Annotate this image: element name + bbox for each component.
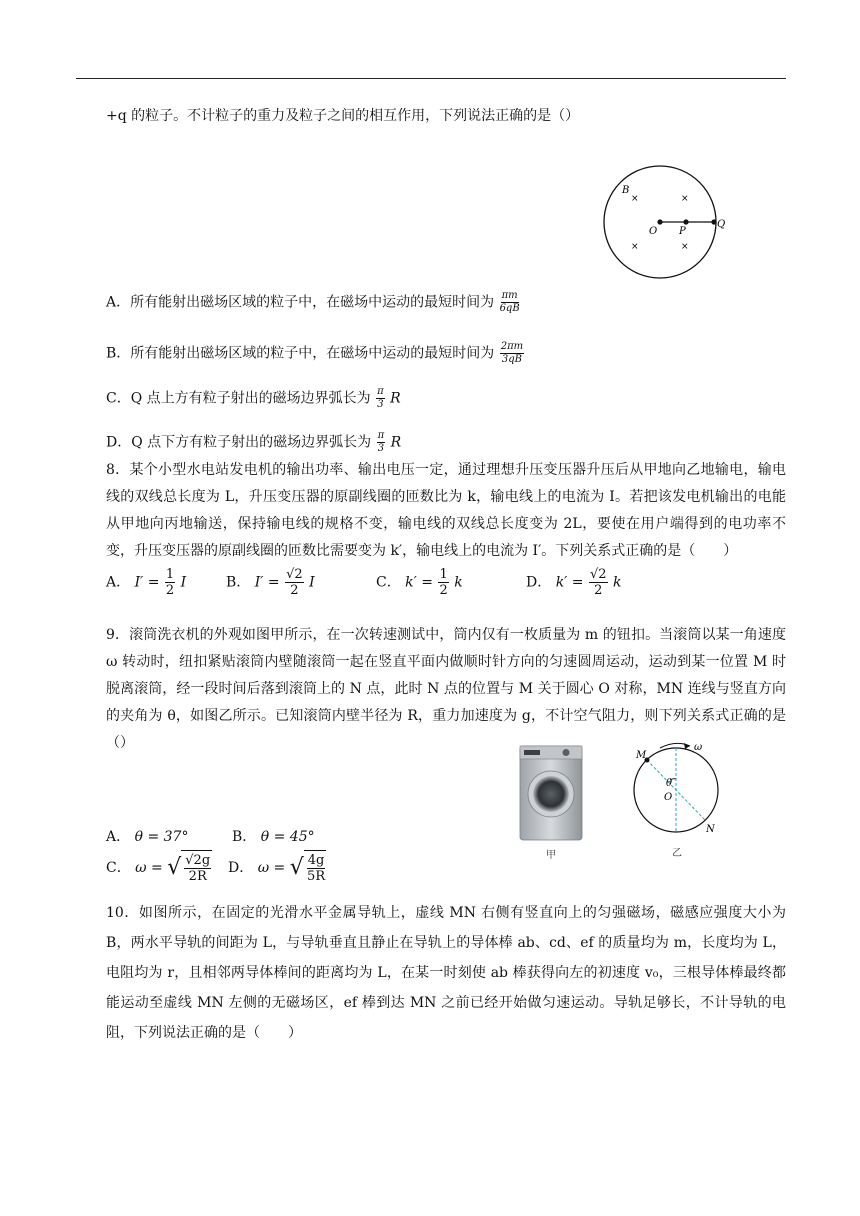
equation-lhs: I′ = <box>134 574 160 591</box>
fraction-numerator: π <box>377 386 384 397</box>
q8-text: 8．某个小型水电站发电机的输出功率、输出电压一定，通过理想升压变压器升压后从甲地向乙地输电，输电线的双线总长度为 L，升压变压器的原副线圈的匝数比为 k，输电线上的电流为 I。若把该发电机输出的电能从甲地向丙地输送，保持输电线的规格不变，输电线的双线总长度变为 2L，要使在用户端得到的电功率不变，升压变压器的原副线圈的匝数比需要变为 k′，输电线上的电流为 I′。下列关系式正确的是（ ） <box>106 462 786 559</box>
label-theta: θ <box>666 778 673 789</box>
fraction-numerator: π <box>377 430 385 441</box>
q7-option-d[interactable] <box>106 430 401 455</box>
equation-lhs: I′ = <box>254 574 280 591</box>
equation-lhs: k′ = <box>405 574 434 591</box>
label-b: B <box>622 185 630 196</box>
fraction-numerator: √2g <box>185 853 211 868</box>
option-label: C． <box>106 860 131 876</box>
cross-mark: × <box>631 194 639 204</box>
fraction-numerator: 4g <box>307 853 325 868</box>
fraction-numerator: 2πm <box>500 341 524 352</box>
option-label: B． <box>226 574 251 591</box>
q9-option-a[interactable] <box>106 826 188 846</box>
fraction-numerator: √2 <box>589 567 607 582</box>
equation-lhs: k′ = <box>555 574 584 591</box>
fraction-denominator: 3 <box>377 399 384 410</box>
fraction-denominator: 2 <box>439 583 448 598</box>
equation-rhs: I <box>309 574 315 591</box>
fraction-numerator: √2 <box>286 567 303 582</box>
q9-text: 9．滚筒洗衣机的外观如图甲所示，在一次转速测试中，筒内仅有一枚质量为 m 的钮扣。当滚筒以某一角速度 ω 转动时，纽扣紧贴滚筒内壁随滚筒一起在竖直平面内做顺时针方向的匀速圆周运动，运动到某一位置 M 时脱离滚筒，经一段时间后落到滚筒上的 N 点，此时 N 点的位置与 M 关于圆心 O 对称，MN 连线与竖直方向的夹角为 θ，如图乙所示。已知滚筒内壁半径为 R，重力加速度为 g，不计空气阻力，则下列关系式正确的是（） <box>106 627 786 751</box>
option-text: C．Q 点上方有粒子射出的磁场边界弧长为 <box>106 390 371 407</box>
cross-mark: × <box>681 242 689 252</box>
cross-mark: × <box>631 242 639 252</box>
option-text: A．所有能射出磁场区域的粒子中，在磁场中运动的最短时间为 <box>106 294 495 311</box>
label-q: Q <box>717 219 726 230</box>
header-rule <box>76 78 786 79</box>
option-text: D．Q 点下方有粒子射出的磁场边界弧长为 <box>106 434 372 451</box>
washing-machine-figure <box>514 744 590 862</box>
fraction-numerator: 1 <box>165 567 175 582</box>
option-label: A． <box>106 829 131 845</box>
fraction-denominator: 3 <box>377 443 385 454</box>
option-label: B． <box>232 829 257 845</box>
label-m: M <box>636 750 647 761</box>
option-expression: θ = 45° <box>260 829 315 845</box>
fraction-numerator: πm <box>501 290 518 301</box>
option-label: D． <box>526 574 552 591</box>
q7-intro: +q 的粒子。不计粒子的重力及粒子之间的相互作用，下列说法正确的是（） <box>106 108 580 124</box>
label-omega: ω <box>694 742 703 753</box>
fraction-denominator: 2 <box>594 583 603 598</box>
option-text: B．所有能射出磁场区域的粒子中，在磁场中运动的最短时间为 <box>106 345 495 362</box>
fraction-denominator: 6qB <box>499 303 520 314</box>
label-o: O <box>649 226 658 237</box>
caption-jia: 甲 <box>546 850 556 861</box>
caption-yi: 乙 <box>672 848 682 859</box>
q8-option-d[interactable] <box>526 567 621 598</box>
equation-rhs: k <box>454 574 463 591</box>
equation-lhs: ω = <box>135 860 163 876</box>
q7-option-c[interactable] <box>106 386 401 411</box>
q7-option-b[interactable] <box>106 341 525 366</box>
label-p: P <box>679 226 686 237</box>
equation-lhs: ω = <box>257 860 286 876</box>
fraction-numerator: 1 <box>439 567 448 582</box>
fraction-denominator: 2 <box>290 583 299 598</box>
q9-option-b[interactable] <box>232 826 315 846</box>
q8-option-b[interactable] <box>226 567 315 598</box>
q7-option-a[interactable] <box>106 290 521 315</box>
q10-text: 10．如图所示，在固定的光滑水平金属导轨上，虚线 MN 右侧有竖直向上的匀强磁场，磁感应强度大小为 B，两水平导轨的间距为 L，与导轨垂直且静止在导轨上的导体棒 ab、cd、ef 的质量均为 m，长度均为 L，电阻均为 r，且相邻两导体棒间的距离均为 L，在某一时刻使 ab 棒获得向左的初速度 v₀，三根导体棒最终都能运动至虚线 MN 左侧的无磁场区，ef 棒到达 MN 之前已经开始做匀速运动。导轨足够长，不计导轨的电阻，下列说法正确的是（ ） <box>106 905 786 1041</box>
option-expression: θ = 37° <box>134 829 189 845</box>
cross-mark: × <box>681 194 689 204</box>
label-n: N <box>706 824 715 835</box>
fraction-denominator: 5R <box>307 869 326 884</box>
option-label: D． <box>228 860 254 876</box>
fraction-denominator: 2R <box>188 869 207 884</box>
drum-diagram-figure <box>626 738 726 862</box>
option-tail: R <box>390 434 402 451</box>
q8-option-c[interactable] <box>376 567 463 598</box>
fraction-denominator: 2 <box>165 583 175 598</box>
option-label: C． <box>376 574 401 591</box>
q9-option-d[interactable]: D． ω = √ $\frac{4g}{5R}$ <box>228 850 326 886</box>
equation-rhs: k <box>613 574 622 591</box>
option-label: A． <box>106 574 131 591</box>
q7-magnetic-field-figure <box>596 160 746 286</box>
equation-rhs: I <box>180 574 187 591</box>
label-o: O <box>664 792 673 803</box>
q9-option-c[interactable]: C． ω = √ $\frac{√2g}{2R}$ <box>106 850 212 886</box>
option-tail: R <box>390 390 401 407</box>
q8-option-a[interactable] <box>106 567 186 598</box>
fraction-denominator: 3qB <box>501 354 523 365</box>
